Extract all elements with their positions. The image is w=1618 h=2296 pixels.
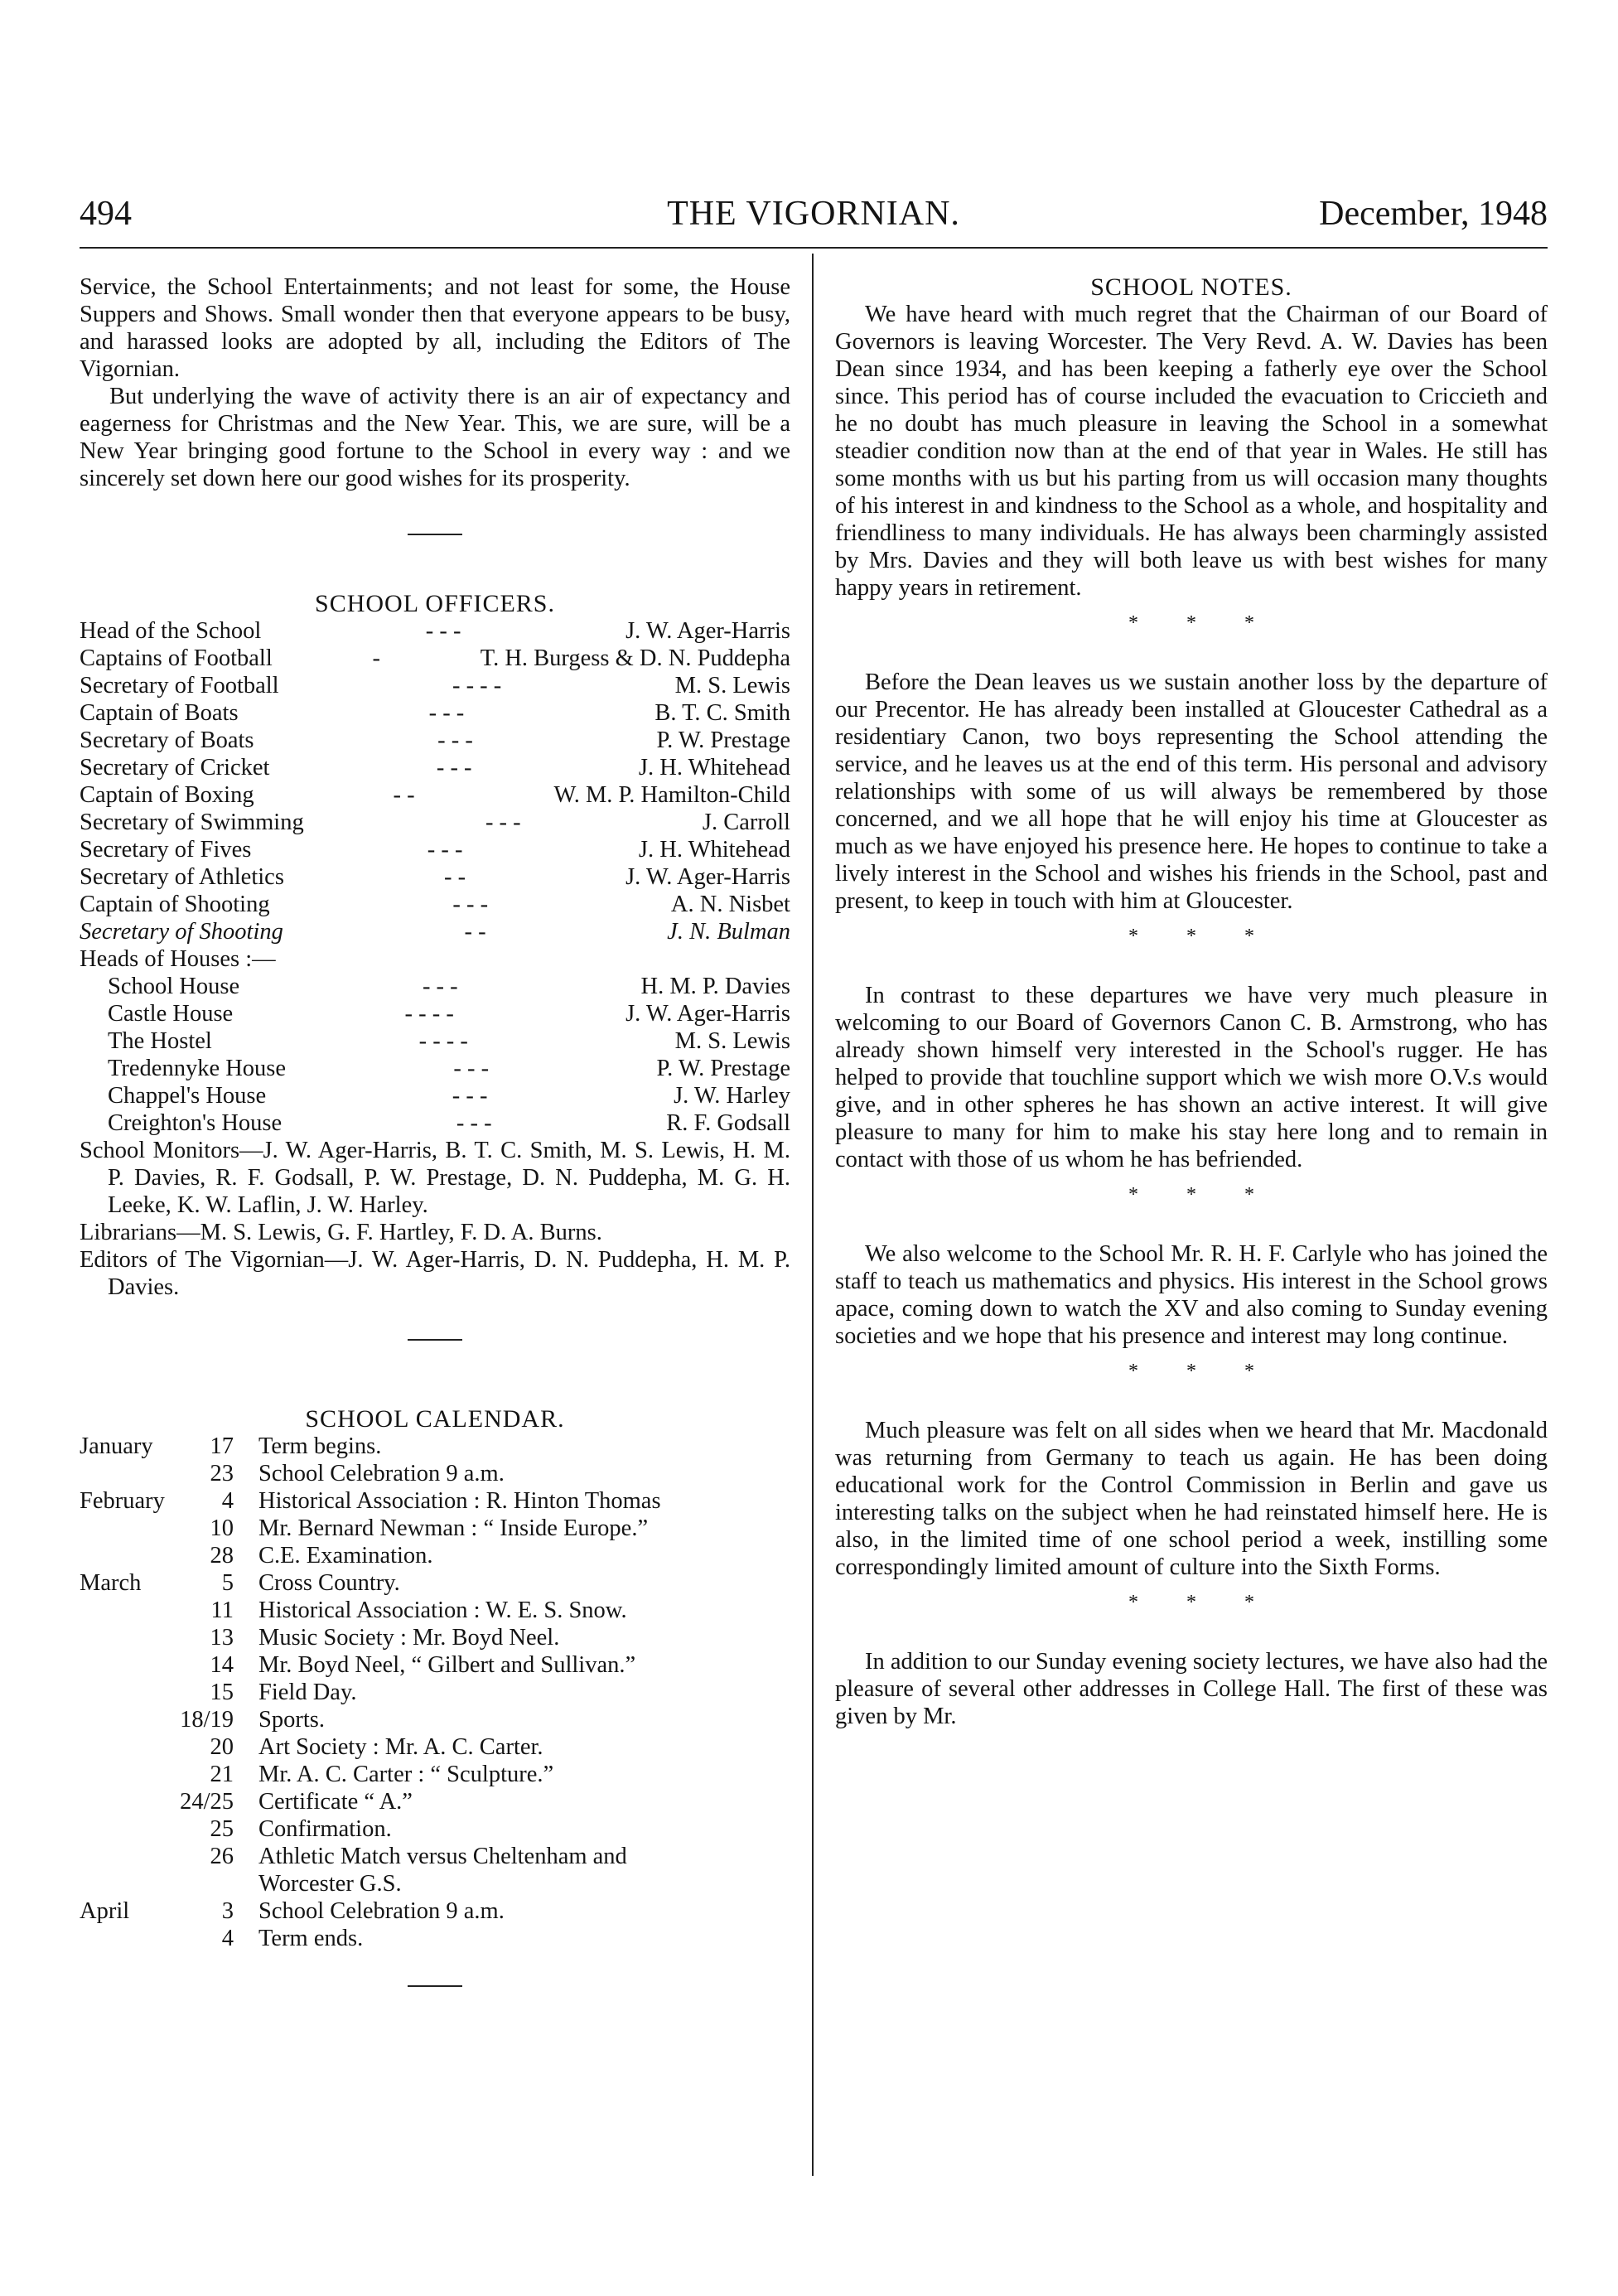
- calendar-month: [80, 1515, 167, 1542]
- calendar-day: 4: [221, 1488, 234, 1514]
- calendar-row: [80, 1679, 790, 1706]
- calendar-day: 15: [210, 1680, 234, 1705]
- calendar-month: [80, 1788, 167, 1815]
- calendar-row: [80, 1897, 790, 1925]
- calendar-row: [80, 1515, 790, 1542]
- calendar-row: [80, 1706, 790, 1733]
- leader-dashes: - - -: [453, 1056, 490, 1081]
- officer-row: [80, 891, 790, 918]
- officer-row: [80, 918, 790, 945]
- calendar-month: January: [80, 1433, 153, 1459]
- officer-name: P. W. Prestage: [656, 1056, 790, 1081]
- calendar-heading: SCHOOL CALENDAR.: [305, 1405, 565, 1433]
- calendar-row: [80, 1542, 790, 1569]
- officers-heading: SCHOOL OFFICERS.: [315, 590, 555, 617]
- calendar-month: [80, 1925, 167, 1952]
- calendar-list: [80, 1433, 790, 1870]
- calendar-event: Mr. Bernard Newman : “ Inside Europe.”: [258, 1515, 649, 1541]
- intro-paragraph-2: But underlying the wave of activity there is an air of expectancy and eagerness for Christmas and the New Year. This, we are sure, will be a New Year bringing good fortune to the School in every way : and we sincerely set down here our good wishes for its prosperity.: [80, 384, 790, 491]
- officer-name: W. M. P. Hamilton-Child: [553, 782, 790, 808]
- calendar-month: February: [80, 1488, 165, 1514]
- officer-role: Head of the School: [80, 618, 262, 644]
- calendar-event: Athletic Match versus Cheltenham and: [258, 1844, 627, 1869]
- calendar-event: Cross Country.: [258, 1570, 400, 1596]
- officers-list: [80, 617, 790, 945]
- calendar-month: [80, 1651, 167, 1679]
- note-paragraph: Before the Dean leaves us we sustain another loss by the departure of our Precentor. He has already been installed at Gloucester Cathedral as a residentiary Canon, two boys representing the School attending the service, and he leaves us at the end of this term. His personal and advisory relationships with some of us will always be remembered by those concerned, and we all hope that he will enjoy his time at Gloucester as much as we have enjoyed his presence here. He hopes to continue to take a lively interest in the School and wishes his friends in the School, past and present, to keep in touch with him at Gloucester.: [835, 669, 1548, 914]
- calendar-row: [80, 1925, 790, 1952]
- officer-name: M. S. Lewis: [674, 673, 790, 698]
- officer-role: Captain of Boats: [80, 700, 239, 726]
- calendar-event: Art Society : Mr. A. C. Carter.: [258, 1734, 543, 1760]
- house-row: [80, 1109, 790, 1137]
- leader-dashes: - - -: [425, 618, 461, 644]
- calendar-month: [80, 1624, 167, 1651]
- calendar-month: [80, 1761, 167, 1788]
- calendar-event: Music Society : Mr. Boyd Neel.: [258, 1625, 560, 1651]
- officer-row: [80, 809, 790, 836]
- leader-dashes: - - - -: [404, 1001, 454, 1027]
- section-rule: [408, 1985, 462, 1987]
- calendar-month: [80, 1815, 167, 1843]
- officer-role: Creighton's House: [108, 1110, 283, 1136]
- stars-separator: * * *: [1128, 1361, 1276, 1382]
- section-rule: [408, 534, 462, 535]
- calendar-day: 5: [221, 1570, 234, 1596]
- officer-name: B. T. C. Smith: [654, 700, 790, 726]
- officer-role: Captain of Boxing: [80, 782, 254, 808]
- note-paragraph: In contrast to these departures we have very much pleasure in welcoming to our Board of Governors Canon C. B. Armstrong, who has already shown himself very interested in the School's rugger. He has helped to provide that touchline support which we wish more O.V.s would give, and in other spheres he has shown an active interest. It will give pleasure to many for him to make his stay here long and to remain in contact with those of us whom he has befriended.: [835, 983, 1548, 1172]
- house-row: [80, 973, 790, 1000]
- heads-of-houses-label: Heads of Houses :—: [80, 946, 276, 972]
- calendar-event: Historical Association : W. E. S. Snow.: [258, 1598, 627, 1623]
- house-row: [80, 1055, 790, 1082]
- intro-paragraph-1: Service, the School Entertainments; and not least for some, the House Suppers and Shows. Small wonder then that everyone appears to be busy, and harassed looks are adopted by all, including the Editors of The Vigornian.: [80, 274, 790, 382]
- calendar-month: [80, 1733, 167, 1761]
- house-row: [80, 1000, 790, 1027]
- calendar-day: 4: [221, 1926, 234, 1951]
- calendar-event: Confirmation.: [258, 1816, 392, 1842]
- calendar-day: 13: [210, 1625, 234, 1651]
- calendar-month: March: [80, 1570, 142, 1596]
- note-paragraph: Much pleasure was felt on all sides when we heard that Mr. Macdonald was returning from Germany to teach us again. He has been doing educational work for the Control Commission in Berlin and gave us interesting talks on the subject when he had reinstated himself here. He is also, in the limited time of one school period a week, instilling some correspondingly limited amount of culture into the Sixth Forms.: [835, 1418, 1548, 1580]
- officer-row: [80, 727, 790, 754]
- calendar-event: Field Day.: [258, 1680, 357, 1705]
- calendar-event: Certificate “ A.”: [258, 1789, 413, 1815]
- officer-row: [80, 863, 790, 891]
- officer-row: [80, 754, 790, 781]
- house-row: [80, 1082, 790, 1109]
- calendar-row: [80, 1624, 790, 1651]
- calendar-event: School Celebration 9 a.m.: [258, 1898, 505, 1924]
- notes-heading: SCHOOL NOTES.: [1090, 273, 1292, 301]
- note-paragraph: In addition to our Sunday evening society lectures, we have also had the pleasure of several other addresses in College Hall. The first of these was given by Mr.: [835, 1649, 1548, 1729]
- calendar-month: [80, 1679, 167, 1706]
- leader-dashes: - - -: [436, 755, 472, 781]
- calendar-day: 24/25: [180, 1789, 234, 1815]
- librarians-entry: Librarians—M. S. Lewis, G. F. Hartley, F. D. A. Burns.: [80, 1220, 602, 1245]
- leader-dashes: - - -: [437, 727, 473, 753]
- calendar-continuation: Worcester G.S.: [258, 1871, 402, 1897]
- editors-entry: Editors of The Vigornian—J. W. Ager-Harris, D. N. Puddepha, H. M. P. Davies.: [80, 1247, 790, 1300]
- officer-name: J. W. Ager-Harris: [625, 1001, 790, 1027]
- officer-role: The Hostel: [108, 1028, 212, 1054]
- leader-dashes: - - -: [422, 974, 458, 999]
- officer-name: J. N. Bulman: [667, 919, 790, 945]
- officer-name: R. F. Godsall: [666, 1110, 790, 1136]
- calendar-event: C.E. Examination.: [258, 1543, 433, 1569]
- calendar-row: [80, 1733, 790, 1761]
- calendar-day: 14: [210, 1652, 234, 1678]
- calendar-row: [80, 1597, 790, 1624]
- calendar-month: [80, 1597, 167, 1624]
- calendar-list-april: [80, 1897, 790, 1952]
- calendar-row: [80, 1788, 790, 1815]
- header-rule: [80, 247, 1548, 249]
- issue-date: December, 1948: [1319, 195, 1548, 233]
- calendar-day: 17: [210, 1433, 234, 1459]
- officer-role: Secretary of Cricket: [80, 755, 270, 781]
- stars-separator: * * *: [1128, 1184, 1276, 1206]
- house-row: [80, 1027, 790, 1055]
- leader-dashes: - - -: [485, 810, 521, 835]
- section-rule: [408, 1339, 462, 1341]
- officer-role: Castle House: [108, 1001, 234, 1027]
- officer-role: Secretary of Football: [80, 673, 279, 698]
- officer-name: J. W. Ager-Harris: [625, 864, 790, 890]
- calendar-row: [80, 1761, 790, 1788]
- officer-name: T. H. Burgess & D. N. Puddepha: [480, 645, 790, 671]
- leader-dashes: - - -: [456, 1110, 492, 1136]
- leader-dashes: -: [372, 645, 381, 671]
- calendar-row: [80, 1843, 790, 1870]
- calendar-event: Sports.: [258, 1707, 325, 1733]
- officer-role: Secretary of Fives: [80, 837, 252, 863]
- monitors-entry: School Monitors—J. W. Ager-Harris, B. T. C. Smith, M. S. Lewis, H. M. P. Davies, R. F. Godsall, P. W. Prestage, D. N. Puddepha, M. G. H. Leeke, K. W. Laflin, J. W. Harley.: [80, 1138, 790, 1218]
- calendar-month: [80, 1706, 167, 1733]
- leader-dashes: - - - -: [418, 1028, 468, 1054]
- officer-role: Captain of Shooting: [80, 892, 270, 917]
- leader-dashes: - -: [443, 864, 466, 890]
- stars-separator: * * *: [1128, 612, 1276, 634]
- officer-name: J. W. Harley: [674, 1083, 790, 1109]
- left-column: [80, 273, 790, 1987]
- leader-dashes: - -: [393, 782, 415, 808]
- houses-list: [80, 973, 790, 1137]
- calendar-day: 18/19: [180, 1707, 234, 1733]
- column-divider: [812, 254, 814, 2176]
- officer-row: [80, 645, 790, 672]
- calendar-event: Mr. A. C. Carter : “ Sculpture.”: [258, 1762, 554, 1787]
- officer-name: J. Carroll: [702, 810, 790, 835]
- leader-dashes: - -: [464, 919, 486, 945]
- calendar-day: 23: [210, 1461, 234, 1486]
- officer-role: Secretary of Athletics: [80, 864, 284, 890]
- calendar-month: [80, 1542, 167, 1569]
- officer-role: Captains of Football: [80, 645, 273, 671]
- calendar-month: April: [80, 1898, 130, 1924]
- officer-name: J. H. Whitehead: [638, 837, 790, 863]
- calendar-row: [80, 1460, 790, 1487]
- officer-role: Secretary of Shooting: [80, 919, 283, 945]
- calendar-row: [80, 1815, 790, 1843]
- officer-role: Tredennyke House: [108, 1056, 287, 1081]
- calendar-day: 28: [210, 1543, 234, 1569]
- calendar-day: 3: [221, 1898, 234, 1924]
- calendar-month: [80, 1460, 167, 1487]
- page-number: 494: [80, 195, 132, 233]
- officer-row: [80, 672, 790, 699]
- right-column: [835, 273, 1548, 1730]
- officer-name: H. M. P. Davies: [640, 974, 790, 999]
- calendar-row: [80, 1433, 790, 1460]
- calendar-event: Mr. Boyd Neel, “ Gilbert and Sullivan.”: [258, 1652, 636, 1678]
- running-head: [80, 189, 1548, 247]
- leader-dashes: - - -: [428, 700, 465, 726]
- calendar-day: 10: [210, 1515, 234, 1541]
- calendar-day: 26: [210, 1844, 234, 1869]
- calendar-event: School Celebration 9 a.m.: [258, 1461, 505, 1486]
- note-paragraph: We have heard with much regret that the Chairman of our Board of Governors is leaving Worcester. The Very Revd. A. W. Davies has been Dean since 1934, and has been keeping a fatherly eye over the School since. This period has of course included the evacuation to Criccieth and he no doubt has much pleasure in leaving the School in a somewhat steadier condition now than at the end of that year in Wales. He still has some months with us but his parting from us will occasion many thoughts of his interest in and kindness to the School as a whole, and hospitality and friendliness to many individuals. He has always been charmingly assisted by Mrs. Davies and they will both leave us with best wishes for many happy years in retirement.: [835, 302, 1548, 601]
- officer-name: M. S. Lewis: [674, 1028, 790, 1054]
- officer-name: J. W. Ager-Harris: [625, 618, 790, 644]
- stars-separator: * * *: [1128, 1592, 1276, 1613]
- officer-name: J. H. Whitehead: [638, 755, 790, 781]
- calendar-event: Term ends.: [258, 1926, 364, 1951]
- calendar-row: [80, 1487, 790, 1515]
- stars-separator: * * *: [1128, 926, 1276, 947]
- calendar-day: 25: [210, 1816, 234, 1842]
- officer-role: Chappel's House: [108, 1083, 267, 1109]
- note-paragraph: We also welcome to the School Mr. R. H. F. Carlyle who has joined the staff to teach us mathematics and physics. His interest in the School grows apace, coming down to watch the XV and also coming to Sunday evening societies and we hope that his presence and interest may long continue.: [835, 1241, 1548, 1349]
- officer-role: School House: [108, 974, 240, 999]
- calendar-day: 21: [210, 1762, 234, 1787]
- calendar-event: Historical Association : R. Hinton Thomas: [258, 1488, 661, 1514]
- officer-name: A. N. Nisbet: [670, 892, 790, 917]
- leader-dashes: - - -: [452, 1083, 488, 1109]
- calendar-day: 11: [210, 1598, 234, 1623]
- calendar-event: Term begins.: [258, 1433, 382, 1459]
- officer-row: [80, 781, 790, 809]
- journal-title: THE VIGORNIAN.: [667, 195, 960, 233]
- leader-dashes: - - - -: [452, 673, 502, 698]
- officer-name: P. W. Prestage: [656, 727, 790, 753]
- calendar-row: [80, 1651, 790, 1679]
- officer-row: [80, 836, 790, 863]
- leader-dashes: - - -: [452, 892, 489, 917]
- calendar-day: 20: [210, 1734, 234, 1760]
- calendar-row: [80, 1569, 790, 1597]
- officer-row: [80, 699, 790, 727]
- leader-dashes: - - -: [427, 837, 463, 863]
- calendar-month: [80, 1843, 167, 1870]
- officer-role: Secretary of Swimming: [80, 810, 304, 835]
- officer-row: [80, 617, 790, 645]
- officer-role: Secretary of Boats: [80, 727, 254, 753]
